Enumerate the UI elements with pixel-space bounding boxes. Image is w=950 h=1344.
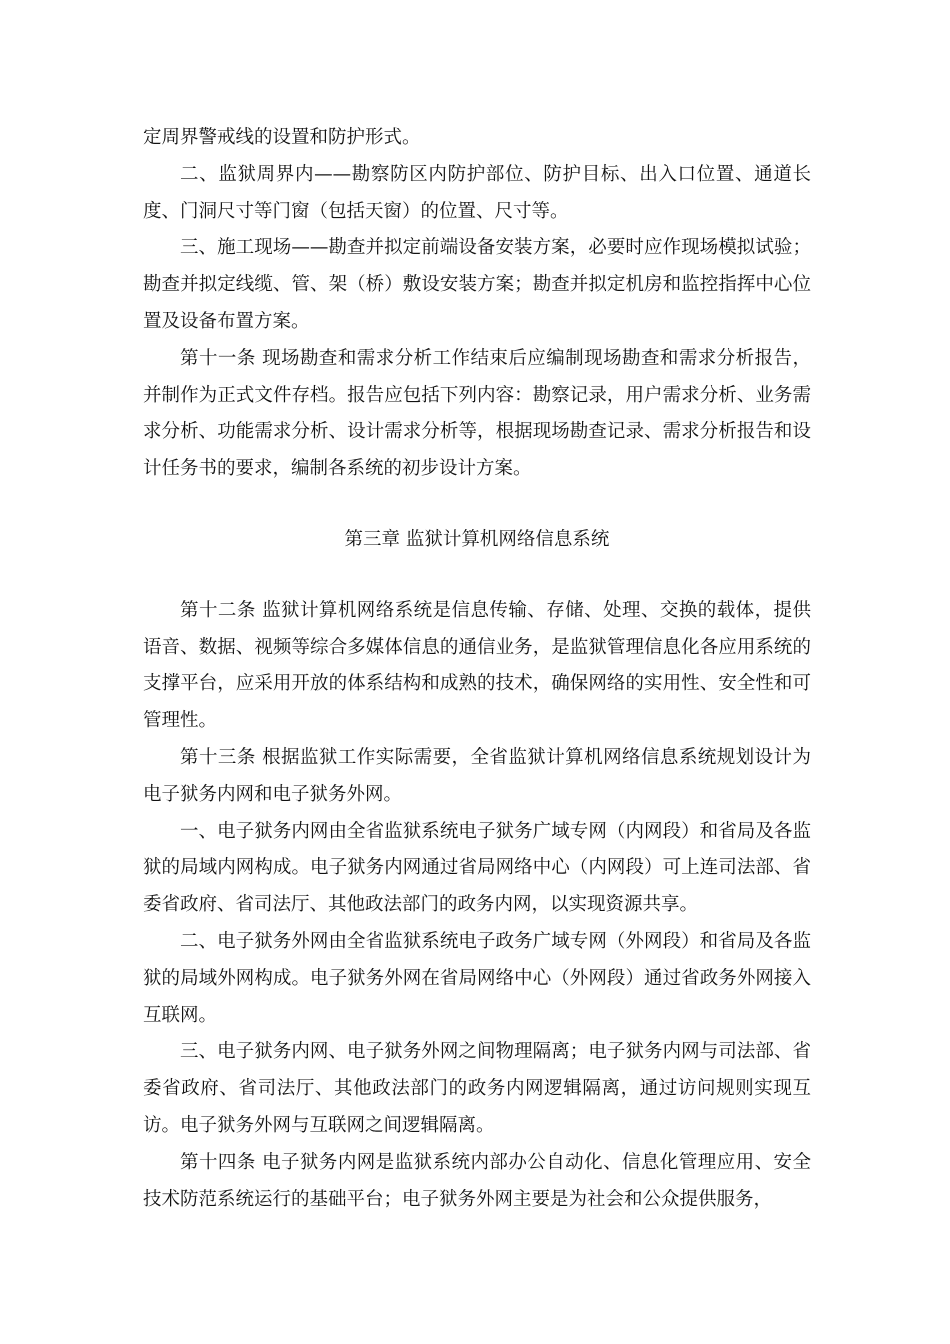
paragraph-extranet: 二、电子狱务外网由全省监狱系统电子政务广域专网（外网段）和省局及各监狱的局域外网构成。电子狱务外网在省局网络中心（外网段）通过省政务外网接入互联网。 — [143, 930, 811, 1026]
paragraph-intranet: 一、电子狱务内网由全省监狱系统电子狱务广域专网（内网段）和省局及各监狱的局域内网构成。电子狱务内网通过省局网络中心（内网段）可上连司法部、省委省政府、省司法厅、其他政法部门的政务内网，以实现资源共享。 — [143, 820, 811, 916]
document-body — [143, 120, 811, 1218]
paragraph-article-13: 第十三条 根据监狱工作实际需要，全省监狱计算机网络信息系统规划设计为电子狱务内网和电子狱务外网。 — [143, 746, 811, 805]
paragraph-article-14: 第十四条 电子狱务内网是监狱系统内部办公自动化、信息化管理应用、安全技术防范系统运行的基础平台；电子狱务外网主要是为社会和公众提供服务， — [143, 1151, 811, 1210]
paragraph-continuation: 定周界警戒线的设置和防护形式。 — [143, 127, 421, 148]
paragraph-isolation: 三、电子狱务内网、电子狱务外网之间物理隔离；电子狱务内网与司法部、省委省政府、省司法厅、其他政法部门的政务内网逻辑隔离，通过访问规则实现互访。电子狱务外网与互联网之间逻辑隔离。 — [143, 1041, 811, 1136]
paragraph-perimeter-inside: 二、监狱周界内——勘察防区内防护部位、防护目标、出入口位置、通道长度、门洞尺寸等门窗（包括天窗）的位置、尺寸等。 — [143, 163, 811, 222]
paragraph-article-11: 第十一条 现场勘查和需求分析工作结束后应编制现场勘查和需求分析报告，并制作为正式文件存档。报告应包括下列内容：勘察记录，用户需求分析、业务需求分析、功能需求分析、设计需求分析等，根据现场勘查记录、需求分析报告和设计任务书的要求，编制各系统的初步设计方案。 — [143, 347, 811, 480]
paragraph-construction-site: 三、施工现场——勘查并拟定前端设备安装方案，必要时应作现场模拟试验；勘查并拟定线缆、管、架（桥）敷设安装方案；勘查并拟定机房和监控指挥中心位置及设备布置方案。 — [143, 237, 811, 332]
chapter-title: 第三章 监狱计算机网络信息系统 — [344, 528, 610, 550]
paragraph-article-12: 第十二条 监狱计算机网络系统是信息传输、存储、处理、交换的载体，提供语音、数据、视频等综合多媒体信息的通信业务，是监狱管理信息化各应用系统的支撑平台，应采用开放的体系结构和成熟的技术，确保网络的实用性、安全性和可管理性。 — [143, 599, 811, 732]
